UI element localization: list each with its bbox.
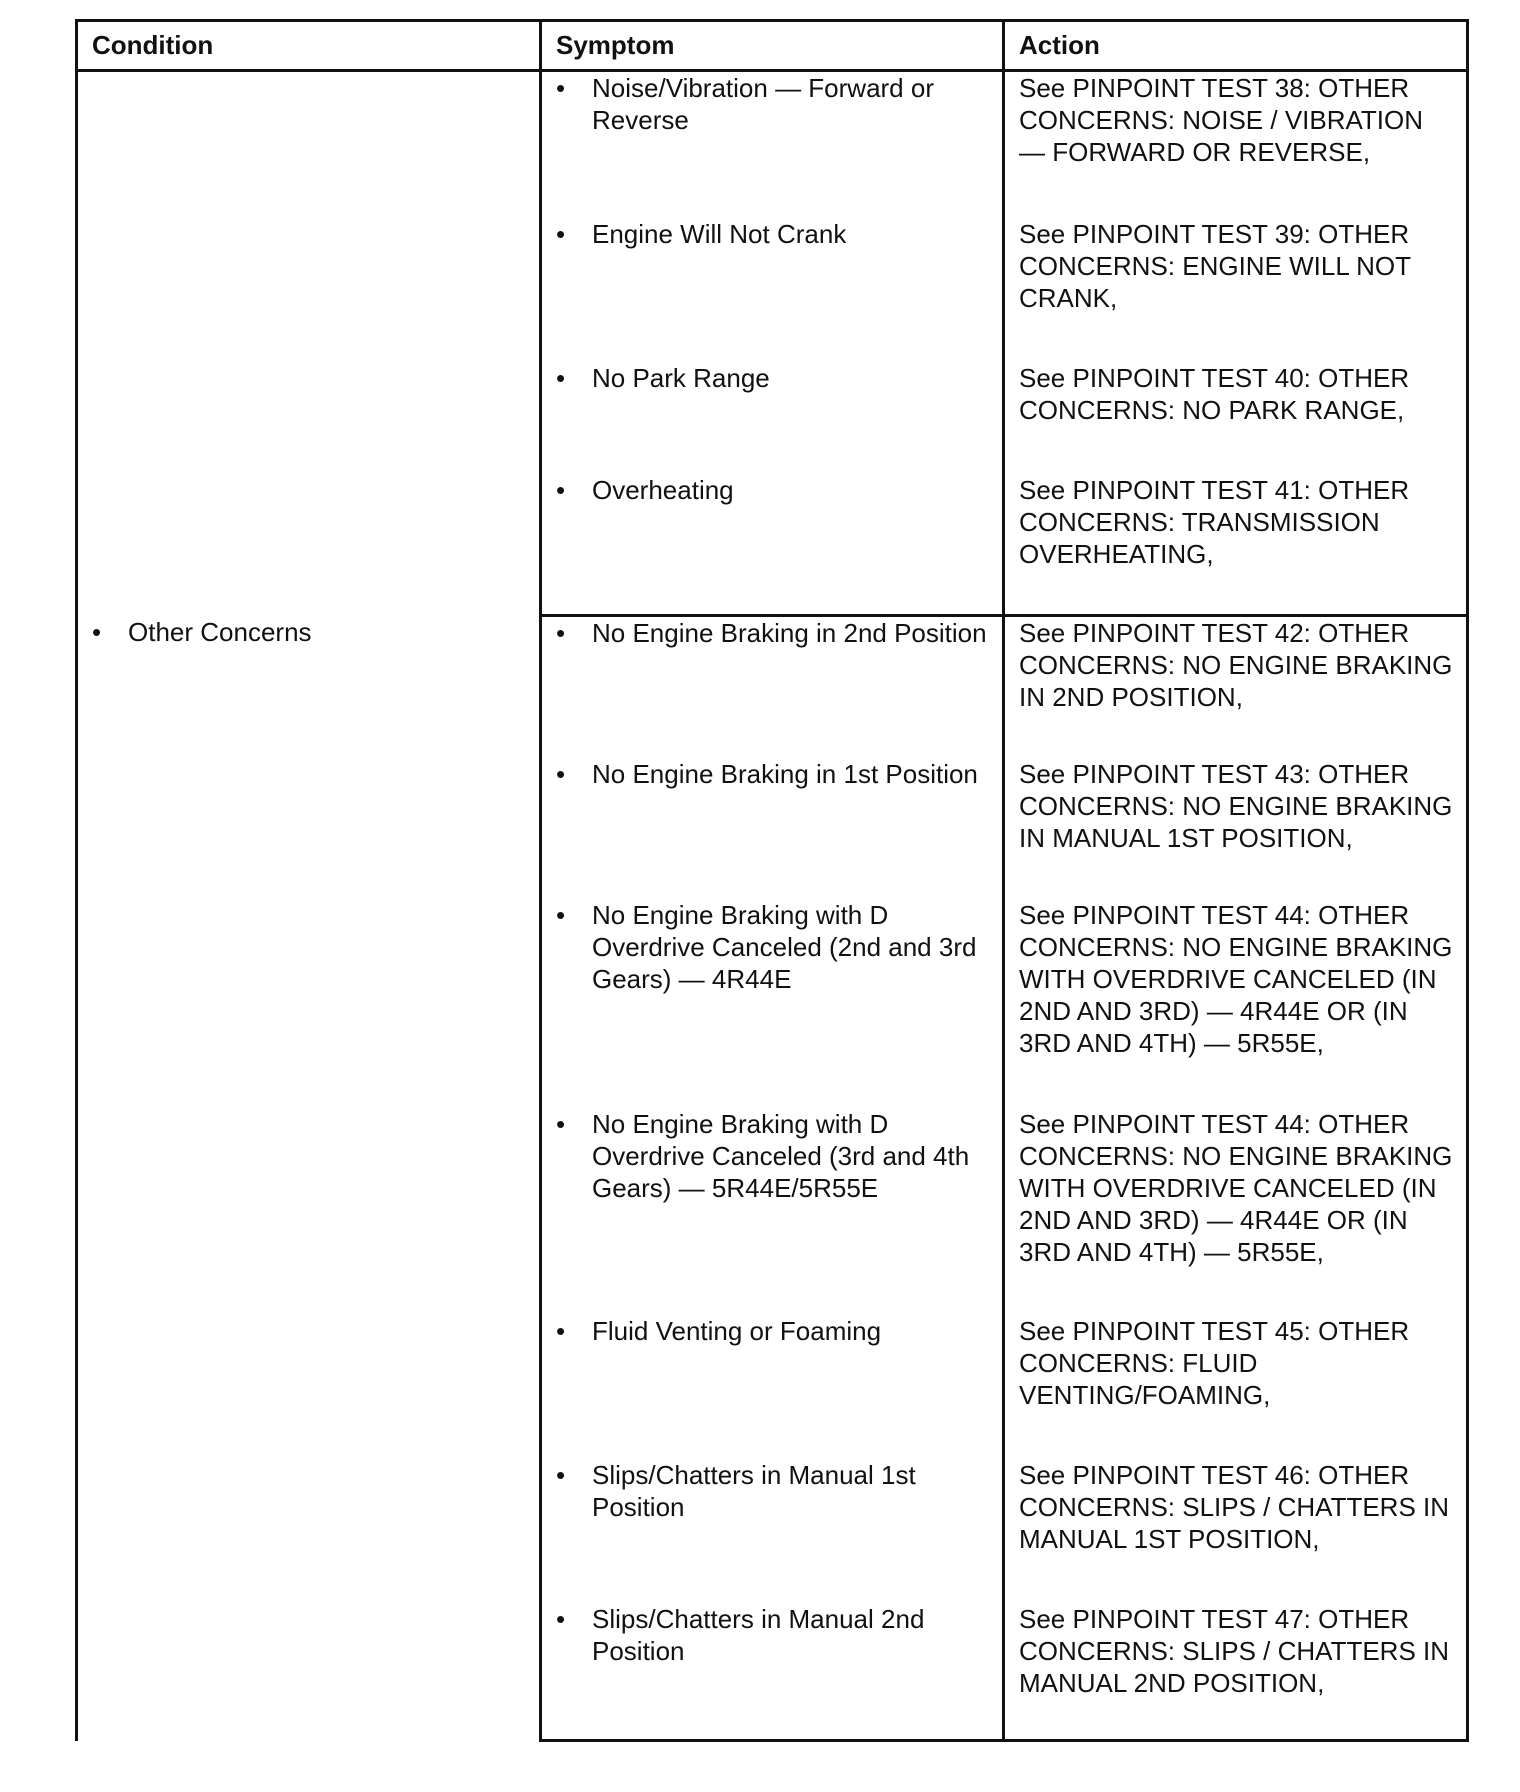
bullet-icon: • bbox=[556, 1109, 566, 1139]
action-cell bbox=[1004, 1108, 1468, 1315]
header-action: Action bbox=[1004, 21, 1468, 71]
action-text: See PINPOINT TEST 45: OTHER CONCERNS: FLUID VENTING/FOAMING, bbox=[1019, 1316, 1410, 1410]
action-text: See PINPOINT TEST 44: OTHER CONCERNS: NO ENGINE BRAKING WITH OVERDRIVE CANCELED (IN 2ND AND 3RD) — 4R44E OR (IN 3RD AND 4TH) — 5R55E, bbox=[1019, 900, 1453, 1058]
bullet-icon: • bbox=[556, 1460, 566, 1490]
bullet-icon: • bbox=[556, 900, 566, 930]
symptom-cell bbox=[541, 1315, 1004, 1459]
bullet-icon: • bbox=[556, 618, 566, 648]
action-text: See PINPOINT TEST 44: OTHER CONCERNS: NO ENGINE BRAKING WITH OVERDRIVE CANCELED (IN 2ND AND 3RD) — 4R44E OR (IN 3RD AND 4TH) — 5R55E, bbox=[1019, 1109, 1453, 1267]
table-row bbox=[77, 71, 1468, 219]
symptom-cell bbox=[541, 218, 1004, 362]
symptom-cell bbox=[541, 362, 1004, 474]
action-text: See PINPOINT TEST 38: OTHER CONCERNS: NOISE / VIBRATION — FORWARD OR REVERSE, bbox=[1019, 73, 1424, 167]
symptom-cell bbox=[541, 1459, 1004, 1603]
action-text: See PINPOINT TEST 47: OTHER CONCERNS: SLIPS / CHATTERS IN MANUAL 2ND POSITION, bbox=[1019, 1604, 1450, 1698]
header-condition: Condition bbox=[77, 21, 541, 71]
header-symptom: Symptom bbox=[541, 21, 1004, 71]
bullet-icon: • bbox=[556, 1604, 566, 1634]
bullet-icon: • bbox=[556, 1316, 566, 1346]
action-cell bbox=[1004, 1315, 1468, 1459]
symptom-text: No Engine Braking in 2nd Position bbox=[592, 618, 987, 648]
symptom-cell bbox=[541, 71, 1004, 219]
action-text: See PINPOINT TEST 46: OTHER CONCERNS: SLIPS / CHATTERS IN MANUAL 1ST POSITION, bbox=[1019, 1460, 1450, 1554]
condition-text: Other Concerns bbox=[128, 616, 312, 647]
action-text: See PINPOINT TEST 42: OTHER CONCERNS: NO ENGINE BRAKING IN 2ND POSITION, bbox=[1019, 618, 1453, 712]
action-cell bbox=[1004, 758, 1468, 899]
symptom-cell bbox=[541, 1603, 1004, 1741]
symptom-text: No Engine Braking with D Overdrive Canceled (2nd and 3rd Gears) — 4R44E bbox=[592, 900, 977, 994]
action-cell bbox=[1004, 362, 1468, 474]
symptom-text: Slips/Chatters in Manual 1st Position bbox=[592, 1460, 916, 1522]
symptom-text: Fluid Venting or Foaming bbox=[592, 1316, 882, 1346]
bullet-icon: • bbox=[556, 759, 566, 789]
action-cell bbox=[1004, 218, 1468, 362]
symptom-text: No Engine Braking in 1st Position bbox=[592, 759, 978, 789]
symptom-cell bbox=[541, 1108, 1004, 1315]
action-cell bbox=[1004, 616, 1468, 759]
symptom-text: Overheating bbox=[592, 475, 734, 505]
action-text: See PINPOINT TEST 40: OTHER CONCERNS: NO PARK RANGE, bbox=[1019, 363, 1410, 425]
symptom-text: Slips/Chatters in Manual 2nd Position bbox=[592, 1604, 925, 1666]
bullet-icon: • bbox=[556, 219, 566, 249]
bullet-icon: • bbox=[556, 363, 566, 393]
bullet-icon: • bbox=[556, 475, 566, 505]
bullet-icon: • bbox=[556, 73, 566, 103]
bullet-icon: • bbox=[92, 616, 102, 647]
action-cell bbox=[1004, 71, 1468, 219]
condition-cell bbox=[77, 71, 541, 616]
condition-cell bbox=[77, 616, 541, 1741]
symptom-text: Engine Will Not Crank bbox=[592, 219, 847, 249]
action-cell bbox=[1004, 474, 1468, 616]
action-cell bbox=[1004, 899, 1468, 1108]
symptom-text: No Park Range bbox=[592, 363, 770, 393]
action-text: See PINPOINT TEST 39: OTHER CONCERNS: ENGINE WILL NOT CRANK, bbox=[1019, 219, 1411, 313]
action-text: See PINPOINT TEST 41: OTHER CONCERNS: TRANSMISSION OVERHEATING, bbox=[1019, 475, 1410, 569]
table-row bbox=[77, 616, 1468, 759]
diagnostic-table bbox=[75, 19, 1469, 1742]
symptom-text: Noise/Vibration — Forward or Reverse bbox=[592, 73, 934, 135]
symptom-cell bbox=[541, 616, 1004, 759]
header-row bbox=[77, 21, 1468, 71]
action-cell bbox=[1004, 1603, 1468, 1741]
symptom-text: No Engine Braking with D Overdrive Canceled (3rd and 4th Gears) — 5R44E/5R55E bbox=[592, 1109, 970, 1203]
symptom-cell bbox=[541, 899, 1004, 1108]
action-text: See PINPOINT TEST 43: OTHER CONCERNS: NO ENGINE BRAKING IN MANUAL 1ST POSITION, bbox=[1019, 759, 1453, 853]
symptom-cell bbox=[541, 758, 1004, 899]
symptom-cell bbox=[541, 474, 1004, 616]
action-cell bbox=[1004, 1459, 1468, 1603]
